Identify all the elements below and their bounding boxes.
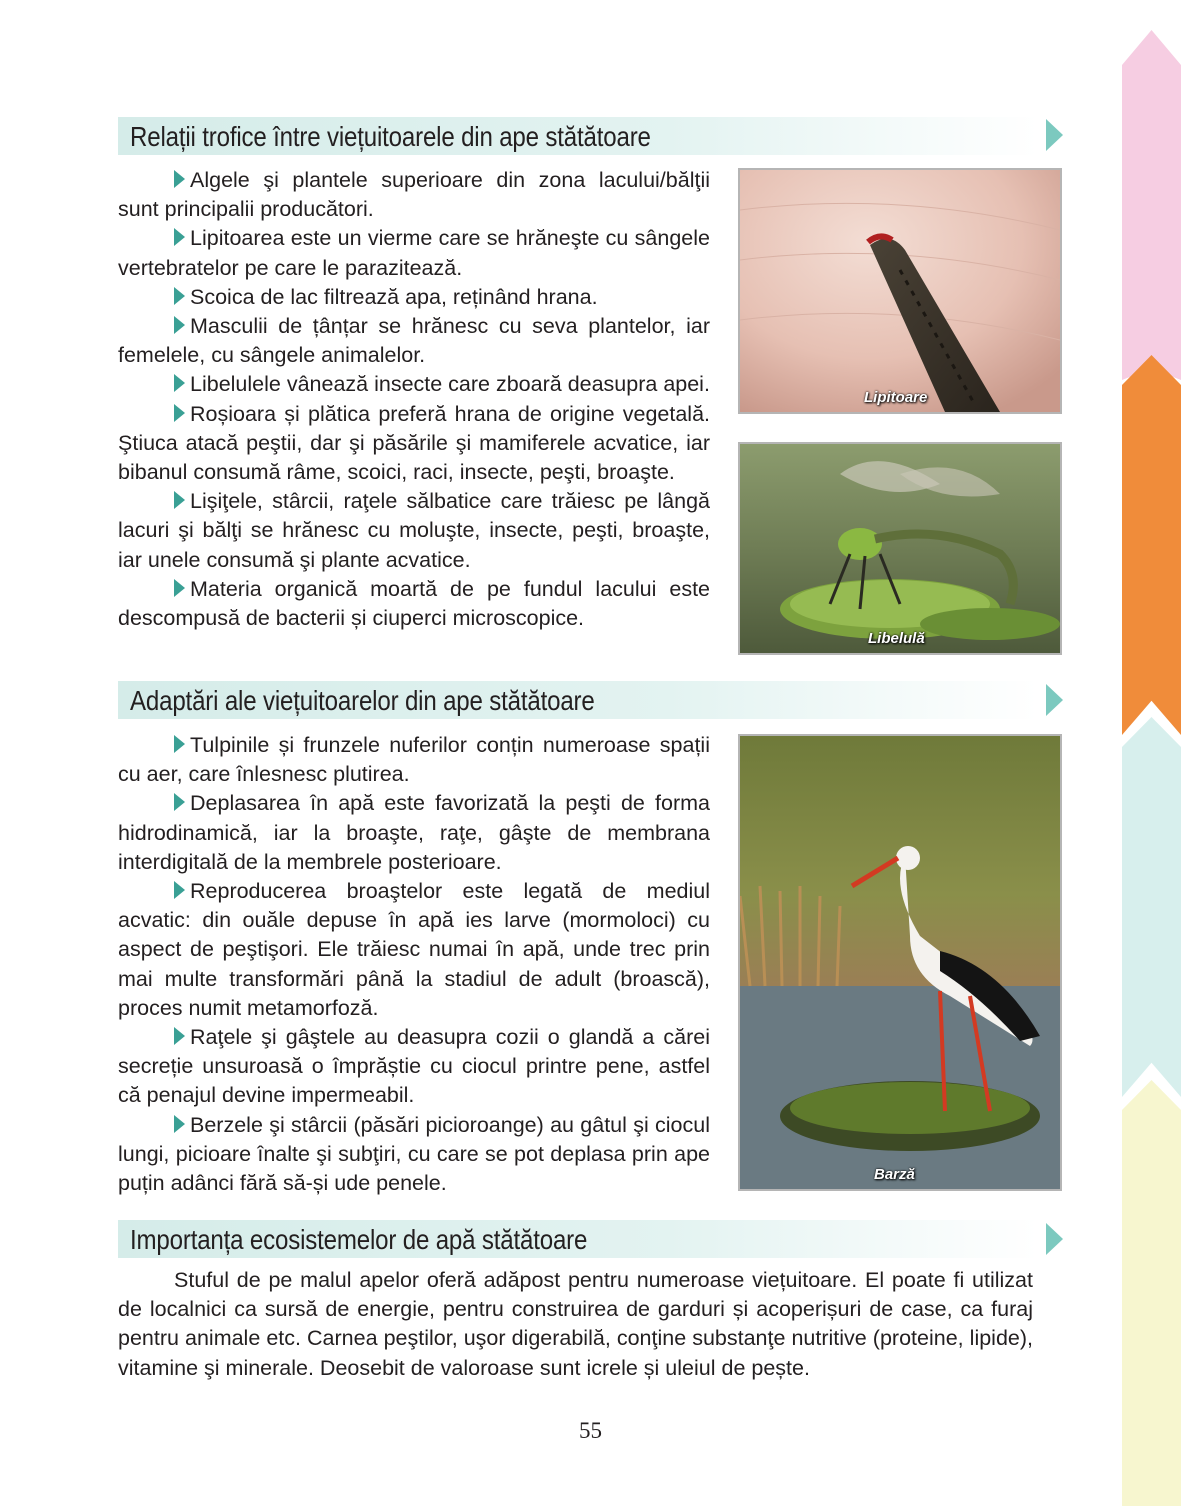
arrow-icon xyxy=(1046,684,1063,716)
bullet-triangle-icon xyxy=(174,170,185,188)
paragraph: Deplasarea în apă este favorizată la peşti de forma hidrodinamică, iar la broaşte, raţe, gâşte de membrana interdigitală de la membrele posterioare. xyxy=(118,791,710,874)
side-tab-orange xyxy=(1122,355,1181,735)
paragraph: Berzele şi stârcii (păsări picioroange) au gâtul şi ciocul lungi, picioare înalte şi subţiri, cu care se pot deplasa prin ape puțin adânci fără să-și ude penele. xyxy=(118,1112,710,1196)
photo-leech xyxy=(738,168,1062,414)
paragraph: Libelulele vânează insecte care zboară deasupra apei. xyxy=(118,370,710,399)
bullet-triangle-icon xyxy=(174,793,185,811)
paragraph: Algele şi plantele superioare din zona lacului/bălţii sunt principalii producători. xyxy=(118,168,710,222)
section-body-adaptations xyxy=(118,731,710,1198)
bullet-triangle-icon xyxy=(174,579,185,597)
bullet-triangle-icon xyxy=(174,404,185,422)
section-header-trophic xyxy=(118,117,1038,155)
section-body-trophic xyxy=(118,166,710,633)
bullet-triangle-icon xyxy=(174,316,185,334)
photo-caption: Barză xyxy=(874,1166,915,1183)
section-title: Adaptări ale viețuitoarelor din ape stătătoare xyxy=(130,685,595,716)
photo-caption: Lipitoare xyxy=(864,389,928,406)
bullet-triangle-icon xyxy=(174,881,185,899)
paragraph: Lipitoarea este un vierme care se hrăneşte cu sângele vertebratelor pe care le parazitează. xyxy=(118,226,710,280)
bullet-triangle-icon xyxy=(174,228,185,246)
photo-dragonfly xyxy=(738,442,1062,655)
section-title: Relații trofice între viețuitoarele din ape stătătoare xyxy=(130,121,651,152)
photo-caption: Libelulă xyxy=(868,630,925,647)
arrow-icon xyxy=(1046,119,1063,151)
paragraph: Roșioara și plătica preferă hrana de origine vegetală. Ştiuca atacă peştii, dar şi păsările şi mamiferele acvatice, iar bibanul consumă râme, scoici, raci, insecte, peşti, broaşte. xyxy=(118,401,710,485)
photo-stork xyxy=(738,734,1062,1191)
arrow-icon xyxy=(1046,1223,1063,1255)
section-body-importance xyxy=(118,1266,1033,1383)
bullet-triangle-icon xyxy=(174,1115,185,1133)
paragraph: Masculii de țânțar se hrănesc cu seva plantelor, iar femelele, cu sângele animalelor. xyxy=(118,314,710,368)
paragraph: Stuful de pe malul apelor oferă adăpost pentru numeroase viețuitoare. El poate fi utilizat de localnici ca sursă de energie, pentru construirea de garduri și acoperișuri de case, ca furaj pentru animale etc. Carnea peştilor, uşor digerabilă, conţine substanţe nutritive (proteine, lipide), vitamine şi minerale. Deosebit de valoroase sunt icrele și uleiul de pește. xyxy=(118,1268,1033,1380)
section-header-adaptations xyxy=(118,681,1038,719)
bullet-triangle-icon xyxy=(174,287,185,305)
section-title: Importanța ecosistemelor de apă stătătoare xyxy=(130,1224,588,1255)
paragraph: Raţele şi gâştele au deasupra cozii o glandă a cărei secreție unsuroasă o împrăștie cu ciocul printre pene, astfel că penajul devine impermeabil. xyxy=(118,1025,710,1108)
paragraph: Lişiţele, stârcii, raţele sălbatice care trăiesc pe lângă lacuri şi bălţi se hrănesc cu moluşte, insecte, peşti, broaşte, iar unele consumă şi plante acvatice. xyxy=(118,489,710,572)
bullet-triangle-icon xyxy=(174,735,185,753)
paragraph: Tulpinile și frunzele nuferilor conțin numeroase spații cu aer, care înlesnesc plutirea. xyxy=(118,733,710,787)
side-tab-pink xyxy=(1122,0,1181,380)
page-number: 55 xyxy=(579,1418,602,1443)
paragraph: Reproducerea broaştelor este legată de mediul acvatic: din ouăle depuse în apă ies larve (mormoloci) cu aspect de peştişori. Ele trăiesc numai în apă, unde trec prin mai multe transformări până la stadiul de adult (broască), proces numit metamorfoză. xyxy=(118,879,710,1020)
paragraph: Materia organică moartă de pe fundul lacului este descompusă de bacterii și ciuperci microscopice. xyxy=(118,576,710,631)
side-tab-teal xyxy=(1122,717,1181,1097)
section-header-importance xyxy=(118,1220,1038,1258)
paragraph: Scoica de lac filtrează apa, reținând hrana. xyxy=(118,283,710,312)
bullet-triangle-icon xyxy=(174,491,185,509)
bullet-triangle-icon xyxy=(174,1027,185,1045)
bullet-triangle-icon xyxy=(174,374,185,392)
